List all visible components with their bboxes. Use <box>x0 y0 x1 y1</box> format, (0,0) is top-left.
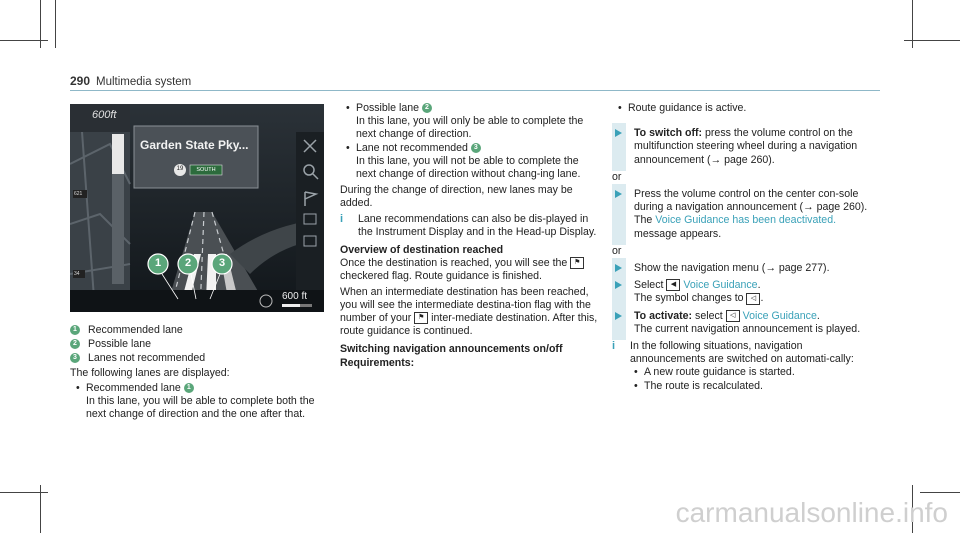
marker-icon: 1 <box>184 383 194 393</box>
lane-marker-1: 1 <box>154 257 162 269</box>
speaker-muted-icon: ◁ <box>726 310 740 322</box>
exit-number: 621 <box>74 191 83 197</box>
bullet-recommended <box>70 382 325 395</box>
info-bullet: • A new route guidance is started. <box>628 366 880 379</box>
step-arrow-icon <box>615 312 622 320</box>
section-title: Multimedia system <box>96 76 192 88</box>
legend-item <box>70 352 325 365</box>
legend-text: Recommended lane <box>88 324 183 336</box>
speaker-icon: ◀ <box>666 279 680 291</box>
or-text: or <box>612 244 622 257</box>
legend-number: 3 <box>70 353 80 363</box>
header-rule <box>70 90 880 91</box>
info-icon: i <box>612 340 616 353</box>
page-header <box>70 74 191 88</box>
or-text: or <box>612 170 622 183</box>
distance-top: 600ft <box>92 109 117 121</box>
legend-text: Lanes not recommended <box>88 352 206 365</box>
voice-guidance-link[interactable]: Voice Guidance <box>683 279 758 292</box>
bullet-not-recommended <box>340 142 600 155</box>
section-heading: Switching navigation announcements on/off <box>340 343 563 356</box>
bullet-title: Possible lane <box>356 102 420 114</box>
checkered-flag-icon: ⚑ <box>570 257 584 269</box>
page-number: 290 <box>70 74 91 88</box>
crop-mark <box>904 40 960 41</box>
watermark: carmanualsonline.info <box>675 497 948 528</box>
route-direction: SOUTH <box>196 167 216 173</box>
info-bullet: • The route is recalculated. <box>628 380 880 393</box>
step-arrow-icon <box>615 281 622 289</box>
step: Select ◀ Voice Guidance. The symbol changes to ◁ . <box>612 279 880 305</box>
requirement-item: • Route guidance is active. <box>612 102 880 115</box>
info-note <box>340 213 600 239</box>
navigation-screenshot <box>70 104 324 312</box>
step-arrow-icon <box>615 264 622 272</box>
step-arrow-icon <box>615 129 622 137</box>
column-3 <box>612 102 880 393</box>
step-arrow-icon <box>615 190 622 198</box>
info-text: Lane recommendations can also be dis-played in the Instrument Display and in the Head-up Display. <box>358 212 597 238</box>
bullet-title: Recommended lane <box>86 381 181 394</box>
requirements-heading: Requirements: <box>340 356 415 369</box>
intro-text: The following lanes are displayed: <box>70 366 230 379</box>
info-text: In the following situations, navigation announcements are switched on automati-cally: <box>630 340 854 366</box>
legend-item <box>70 338 325 351</box>
crop-mark <box>55 0 56 48</box>
road-number: 34 <box>74 271 80 277</box>
navigation-scene <box>70 104 324 312</box>
bullet-possible <box>340 102 600 115</box>
step: To activate: select ◁ Voice Guidance. The current navigation announcement is played. <box>612 310 880 336</box>
step: To switch off: press the volume control on the multifunction steering wheel during a navigation announcement (→ page 260). <box>612 127 880 167</box>
step: Press the volume control on the center con-sole during a navigation announcement (→ page 260). The Voice Guidance has been deactivated. message appears. <box>612 188 880 241</box>
bullet-body: In this lane, you will not be able to complete the next change of direction without chang-ing lane. <box>356 154 581 181</box>
column-2 <box>340 102 600 370</box>
flag-icon: ⚑ <box>414 312 428 324</box>
column-1 <box>70 324 325 421</box>
voice-guidance-link[interactable]: Voice Guidance <box>742 309 817 322</box>
road-name: Garden State Pky... <box>140 138 249 152</box>
section-heading: Overview of destination reached <box>340 244 504 257</box>
bullet-title: Lane not recommended <box>356 141 468 154</box>
route-number: 19 <box>176 166 184 172</box>
paragraph: Once the destination is reached, you will see the ⚑ checkered flag. Route guidance is finished. <box>340 257 600 283</box>
info-icon: i <box>340 212 344 225</box>
crop-mark <box>0 492 48 493</box>
message-text: Voice Guidance has been deactivated. <box>655 214 837 227</box>
marker-icon: 2 <box>422 103 432 113</box>
distance-bottom: 600 ft <box>282 291 308 302</box>
step: Show the navigation menu (→ page 277). <box>612 262 880 275</box>
during-text: During the change of direction, new lanes may be added. <box>340 184 573 210</box>
info-note <box>612 340 880 366</box>
lane-marker-2: 2 <box>184 257 192 269</box>
legend-number: 1 <box>70 325 80 335</box>
speaker-muted-icon: ◁ <box>746 293 760 305</box>
lane-marker-3: 3 <box>218 257 226 269</box>
crop-mark <box>920 492 960 493</box>
legend-item <box>70 324 325 337</box>
bullet-body: In this lane, you will only be able to complete the next change of direction. <box>356 115 584 141</box>
marker-icon: 3 <box>471 143 481 153</box>
crop-mark <box>0 40 48 41</box>
legend-number: 2 <box>70 339 80 349</box>
paragraph: When an intermediate destination has been reached, you will see the intermediate destina-tion flag with the number of your ⚑ inter-mediate destination. After this, route guidance is continued. <box>340 285 598 338</box>
bullet-body: In this lane, you will be able to complete both the next change of direction and the one after that. <box>86 395 315 421</box>
legend-text: Possible lane <box>88 338 152 351</box>
